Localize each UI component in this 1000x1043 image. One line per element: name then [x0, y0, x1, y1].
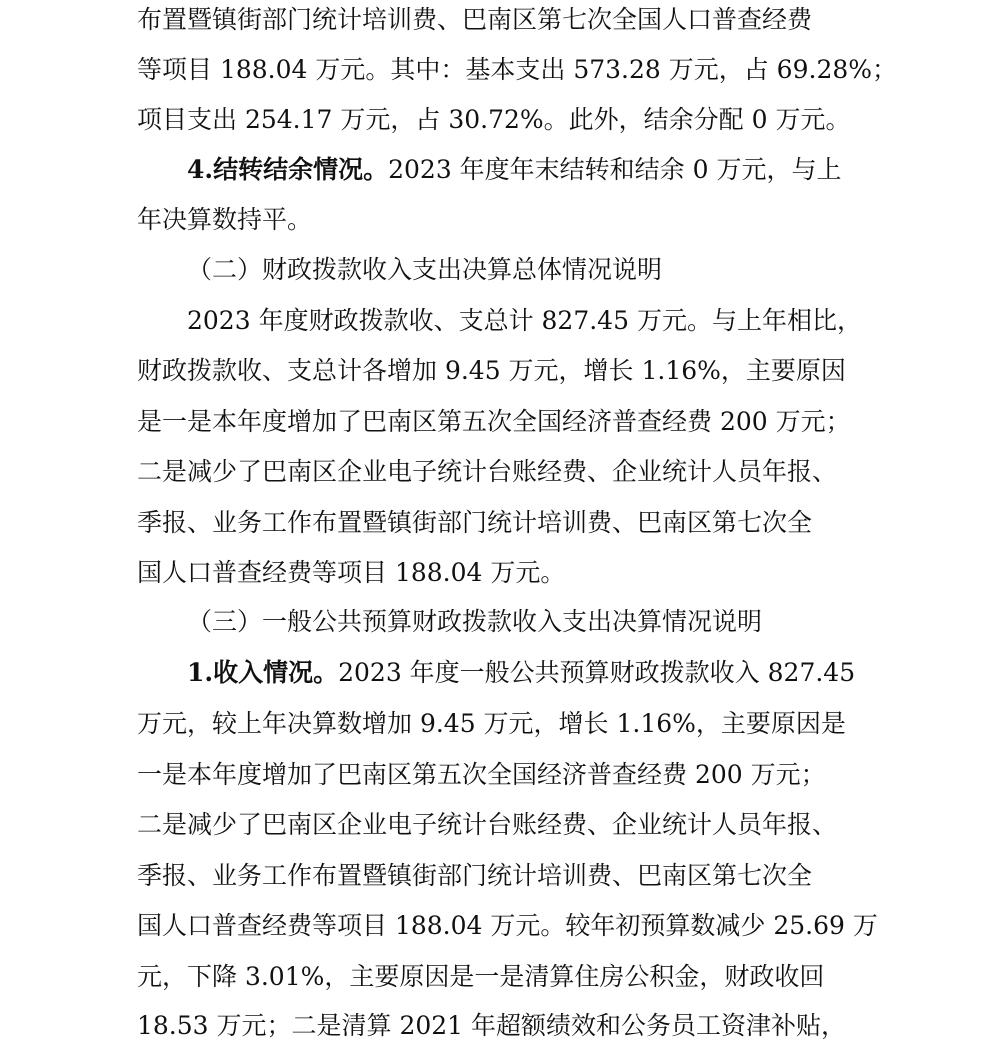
body-line-9: 是一是本年度增加了巴南区第五次全国经济普查经费 200 万元；	[137, 407, 851, 436]
body-line-10: 二是减少了巴南区企业电子统计台账经费、企业统计人员年报、	[137, 457, 838, 486]
para-income-first-line	[187, 656, 855, 690]
body-line-21: 18.53 万元；二是清算 2021 年超额绩效和公务员工资津补贴，	[137, 1011, 847, 1040]
body-line-20: 元，下降 3.01%，主要原因是一是清算住房公积金，财政收回	[137, 962, 825, 991]
body-line-18: 季报、业务工作布置暨镇街部门统计培训费、巴南区第七次全	[137, 861, 813, 890]
body-line-1: 布置暨镇街部门统计培训费、巴南区第七次全国人口普查经费	[137, 5, 813, 34]
body-line-5: 年决算数持平。	[137, 205, 313, 234]
body-line-19: 国人口普查经费等项目 188.04 万元。较年初预算数减少 25.69 万	[137, 911, 878, 940]
para-4-first-line	[187, 153, 841, 187]
body-line-16: 一是本年度增加了巴南区第五次全国经济普查经费 200 万元；	[137, 760, 826, 789]
para-income-text: 2023 年度一般公共预算财政拨款收入 827.45	[338, 658, 856, 687]
body-line-12: 国人口普查经费等项目 188.04 万元。	[137, 558, 566, 587]
body-line-7: 2023 年度财政拨款收、支总计 827.45 万元。与上年相比，	[187, 306, 862, 335]
section-heading-carryover: 4.结转结余情况。	[187, 155, 389, 184]
heading-fiscal-allocation-overview: （二）财政拨款收入支出决算总体情况说明	[187, 255, 663, 284]
heading-general-public-budget: （三）一般公共预算财政拨款收入支出决算情况说明	[187, 607, 763, 636]
body-line-2: 等项目 188.04 万元。其中：基本支出 573.28 万元，占 69.28%；	[137, 55, 898, 84]
section-heading-income: 1.收入情况。	[187, 658, 339, 687]
para-4-text: 2023 年度年末结转和结余 0 万元，与上	[388, 155, 842, 184]
body-line-15: 万元，较上年决算数增加 9.45 万元，增长 1.16%，主要原因是	[137, 709, 846, 738]
body-line-17: 二是减少了巴南区企业电子统计台账经费、企业统计人员年报、	[137, 810, 838, 839]
body-line-8: 财政拨款收、支总计各增加 9.45 万元，增长 1.16%，主要原因	[137, 356, 846, 385]
body-line-11: 季报、业务工作布置暨镇街部门统计培训费、巴南区第七次全	[137, 508, 813, 537]
body-line-3: 项目支出 254.17 万元，占 30.72%。此外，结余分配 0 万元。	[137, 105, 851, 134]
